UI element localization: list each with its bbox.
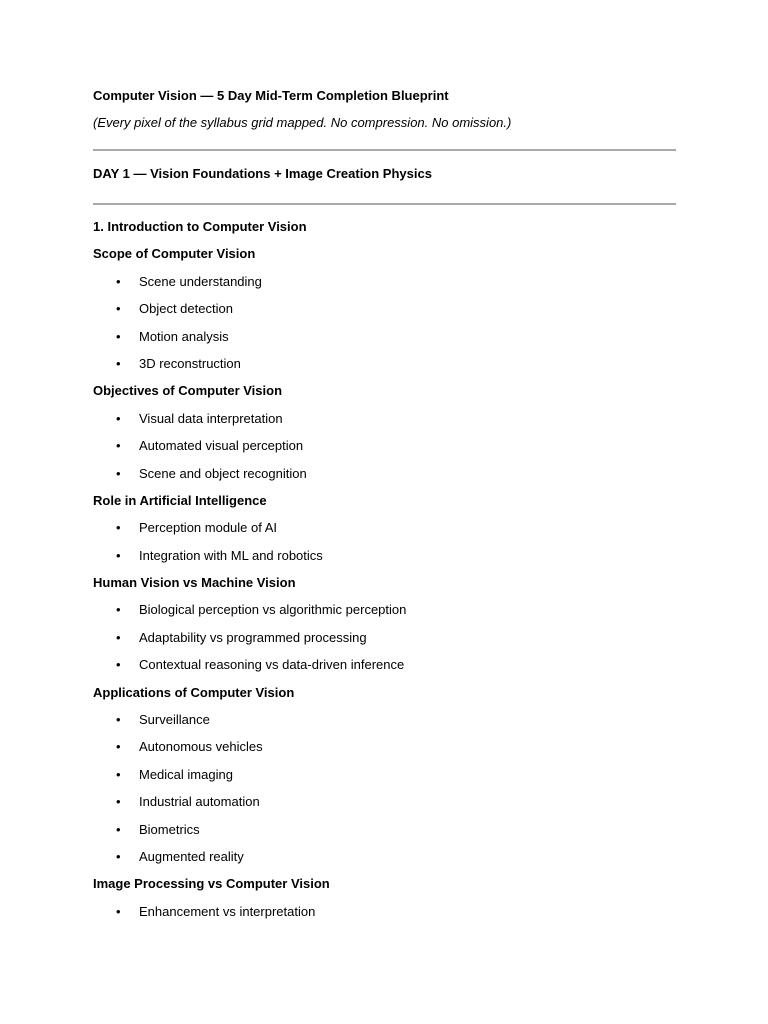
bullet-icon: • bbox=[116, 712, 121, 728]
bullet-icon: • bbox=[116, 465, 121, 481]
document-title: Computer Vision — 5 Day Mid-Term Completion Blueprint bbox=[93, 88, 449, 103]
bullet-icon: • bbox=[116, 739, 121, 755]
content-body bbox=[93, 217, 676, 921]
document-page bbox=[93, 86, 676, 929]
list-item-text: Industrial automation bbox=[139, 794, 260, 810]
list-item bbox=[93, 436, 676, 455]
bullet-icon: • bbox=[116, 438, 121, 454]
subsection-list bbox=[93, 244, 676, 920]
list-item-text: Medical imaging bbox=[139, 766, 233, 782]
list-item-text: Scene understanding bbox=[139, 273, 262, 289]
bullet-icon: • bbox=[116, 903, 121, 919]
horizontal-rule bbox=[93, 203, 676, 205]
day-heading: DAY 1 — Vision Foundations + Image Creation Physics bbox=[93, 166, 432, 181]
bullet-list bbox=[93, 600, 676, 674]
list-item bbox=[93, 272, 676, 291]
bullet-icon: • bbox=[116, 602, 121, 618]
list-item-text: Object detection bbox=[139, 301, 233, 317]
list-item-text: Motion analysis bbox=[139, 328, 229, 344]
list-item-text: Adaptability vs programmed processing bbox=[139, 629, 367, 645]
list-item-text: Autonomous vehicles bbox=[139, 739, 263, 755]
list-item-text: 3D reconstruction bbox=[139, 355, 241, 371]
bullet-list bbox=[93, 710, 676, 866]
list-item-text: Contextual reasoning vs data-driven inference bbox=[139, 657, 405, 673]
bullet-list bbox=[93, 409, 676, 483]
bullet-icon: • bbox=[116, 520, 121, 536]
list-item-text: Enhancement vs interpretation bbox=[139, 903, 316, 919]
list-item bbox=[93, 299, 676, 318]
list-item bbox=[93, 327, 676, 346]
list-item-text: Integration with ML and robotics bbox=[139, 547, 323, 563]
list-item bbox=[93, 354, 676, 373]
bullet-icon: • bbox=[116, 848, 121, 864]
list-item-text: Visual data interpretation bbox=[139, 410, 283, 426]
subsection-heading: Human Vision vs Machine Vision bbox=[93, 575, 296, 591]
bullet-list bbox=[93, 272, 676, 373]
list-item bbox=[93, 710, 676, 729]
horizontal-rule bbox=[93, 149, 676, 151]
subsection-heading: Image Processing vs Computer Vision bbox=[93, 876, 330, 892]
list-item bbox=[93, 902, 676, 921]
subsection-heading: Role in Artificial Intelligence bbox=[93, 492, 267, 508]
list-item-text: Perception module of AI bbox=[139, 520, 278, 536]
bullet-icon: • bbox=[116, 657, 121, 673]
subsection-heading: Applications of Computer Vision bbox=[93, 684, 295, 700]
list-item-text: Scene and object recognition bbox=[139, 465, 307, 481]
bullet-icon: • bbox=[116, 547, 121, 563]
list-item bbox=[93, 628, 676, 647]
subsection-heading: Objectives of Computer Vision bbox=[93, 383, 283, 399]
subsection-heading: Scope of Computer Vision bbox=[93, 246, 256, 262]
list-item bbox=[93, 409, 676, 428]
list-item bbox=[93, 655, 676, 674]
bullet-icon: • bbox=[116, 355, 121, 371]
bullet-icon: • bbox=[116, 794, 121, 810]
bullet-list bbox=[93, 902, 676, 921]
list-item-text: Biological perception vs algorithmic perception bbox=[139, 602, 407, 618]
bullet-icon: • bbox=[116, 821, 121, 837]
section-heading: 1. Introduction to Computer Vision bbox=[93, 219, 307, 234]
list-item bbox=[93, 518, 676, 537]
bullet-icon: • bbox=[116, 410, 121, 426]
bullet-icon: • bbox=[116, 301, 121, 317]
list-item-text: Biometrics bbox=[139, 821, 200, 837]
list-item bbox=[93, 600, 676, 619]
list-item-text: Automated visual perception bbox=[139, 438, 304, 454]
bullet-icon: • bbox=[116, 629, 121, 645]
bullet-icon: • bbox=[116, 766, 121, 782]
list-item bbox=[93, 464, 676, 483]
bullet-list bbox=[93, 518, 676, 564]
list-item bbox=[93, 847, 676, 866]
bullet-icon: • bbox=[116, 273, 121, 289]
list-item bbox=[93, 737, 676, 756]
list-item bbox=[93, 820, 676, 839]
list-item bbox=[93, 546, 676, 565]
document-subtitle: (Every pixel of the syllabus grid mapped. No compression. No omission.) bbox=[93, 115, 512, 130]
list-item bbox=[93, 792, 676, 811]
list-item-text: Augmented reality bbox=[139, 848, 244, 864]
bullet-icon: • bbox=[116, 328, 121, 344]
list-item-text: Surveillance bbox=[139, 712, 210, 728]
list-item bbox=[93, 765, 676, 784]
